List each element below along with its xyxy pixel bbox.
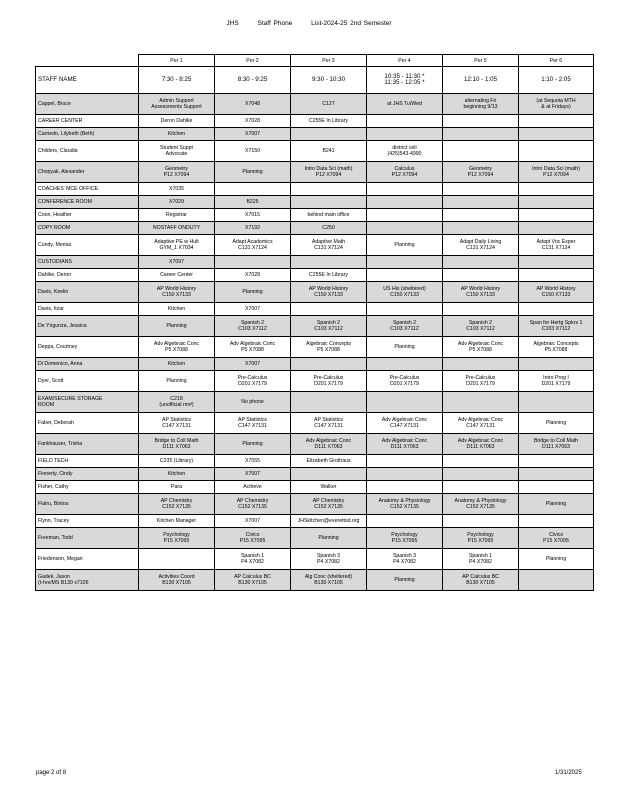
- staff-name: FIELD TECH: [36, 455, 139, 468]
- staff-name: Di Domenico, Anna: [36, 358, 139, 371]
- schedule-cell: [367, 468, 443, 481]
- staff-name: Fankhauser, Trisha: [36, 434, 139, 455]
- schedule-cell: NOSTAFF ONDUTY: [139, 222, 215, 235]
- schedule-cell: C255E In Library: [291, 269, 367, 282]
- schedule-cell: AP Statistics C147 X7131: [291, 413, 367, 434]
- schedule-cell: Planning: [519, 494, 594, 515]
- schedule-cell: [367, 183, 443, 196]
- period-time: 9:30 - 10:30: [291, 67, 367, 94]
- schedule-cell: AP World History C150 X7133: [139, 282, 215, 303]
- schedule-cell: [443, 392, 519, 413]
- schedule-cell: Span for Hertg Spkrs 1 C103 X7112: [519, 316, 594, 337]
- schedule-cell: [519, 196, 594, 209]
- schedule-cell: Spanish 1 P4 X7082: [443, 549, 519, 570]
- schedule-cell: Planning: [519, 549, 594, 570]
- schedule-cell: AP Calculus BC B130 X7105: [215, 570, 291, 591]
- schedule-cell: [139, 549, 215, 570]
- schedule-cell: [443, 515, 519, 528]
- schedule-cell: (at Sequoia MTH & at Fridays): [519, 94, 594, 115]
- staff-row: [36, 455, 594, 468]
- staff-name: Dyer, Scott: [36, 371, 139, 392]
- schedule-cell: alternating Fri beginning 9/13: [443, 94, 519, 115]
- schedule-cell: X7007: [215, 515, 291, 528]
- schedule-cell: [443, 222, 519, 235]
- document-title: [0, 20, 618, 27]
- schedule-cell: [443, 256, 519, 269]
- staff-row: [36, 128, 594, 141]
- schedule-cell: Pre-Calculus D201 X7179: [215, 371, 291, 392]
- schedule-cell: Spanish 3 P4 X7082: [367, 549, 443, 570]
- schedule-cell: Kitchen: [139, 358, 215, 371]
- schedule-cell: B241: [291, 141, 367, 162]
- schedule-cell: [443, 468, 519, 481]
- staff-row: [36, 183, 594, 196]
- schedule-cell: [443, 303, 519, 316]
- period-time: 7:30 - 8:25: [139, 67, 215, 94]
- schedule-cell: Adapt Voc Exper C131 X7124: [519, 235, 594, 256]
- schedule-cell: Adv Algebraic Conc D111 X7063: [291, 434, 367, 455]
- period-header: Per 1: [139, 55, 215, 67]
- schedule-cell: [519, 481, 594, 494]
- schedule-cell: Pre-Calculus D201 X7179: [367, 371, 443, 392]
- staff-name: Finnerty, Cindy: [36, 468, 139, 481]
- staff-name: Flalru, Bintou: [36, 494, 139, 515]
- staff-name: Dahlke, Deron: [36, 269, 139, 282]
- page-number: page 2 of 8: [36, 770, 67, 776]
- staff-name: COPY ROOM: [36, 222, 139, 235]
- schedule-cell: [519, 269, 594, 282]
- schedule-cell: [443, 183, 519, 196]
- schedule-cell: Anatomy & Physiology C152 X7135: [367, 494, 443, 515]
- schedule-cell: Intro Data Sci (math) P12 X7094: [519, 162, 594, 183]
- schedule-cell: [291, 358, 367, 371]
- schedule-cell: Admin Support Assessments Support: [139, 94, 215, 115]
- schedule-cell: [443, 115, 519, 128]
- schedule-cell: Planning: [519, 413, 594, 434]
- schedule-cell: AP Statistics C147 X7131: [215, 413, 291, 434]
- schedule-cell: X7007: [215, 468, 291, 481]
- staff-name-header: STAFF NAME: [36, 67, 139, 94]
- staff-row: [36, 282, 594, 303]
- schedule-cell: Psychology P15 X7095: [367, 528, 443, 549]
- schedule-cell: X7029: [139, 196, 215, 209]
- schedule-cell: Achieve: [215, 481, 291, 494]
- schedule-cell: [519, 115, 594, 128]
- schedule-cell: [443, 269, 519, 282]
- staff-row: [36, 494, 594, 515]
- schedule-cell: C127: [291, 94, 367, 115]
- schedule-cell: Bridge to Coll Math D111 X7063: [139, 434, 215, 455]
- schedule-cell: AP Statistics C147 X7131: [139, 413, 215, 434]
- staff-row: [36, 570, 594, 591]
- staff-row: [36, 94, 594, 115]
- schedule-cell: X7035: [139, 183, 215, 196]
- schedule-cell: Adv Algebraic Conc P5 X7088: [215, 337, 291, 358]
- schedule-cell: Bridge to Coll Math D111 X7063: [519, 434, 594, 455]
- staff-row: [36, 235, 594, 256]
- schedule-cell: AP World History C150 X7133: [443, 282, 519, 303]
- schedule-cell: Intro Prog I D201 X7179: [519, 371, 594, 392]
- schedule-cell: [519, 570, 594, 591]
- schedule-cell: Walker: [291, 481, 367, 494]
- period-time: 12:10 - 1:05: [443, 67, 519, 94]
- schedule-cell: [367, 269, 443, 282]
- schedule-cell: No phone: [215, 392, 291, 413]
- schedule-cell: Anatomy & Physiology C152 X7135: [443, 494, 519, 515]
- staff-row: [36, 269, 594, 282]
- staff-name: De Yrigunza, Jessica: [36, 316, 139, 337]
- staff-row: [36, 196, 594, 209]
- schedule-cell: [443, 196, 519, 209]
- schedule-cell: Calculus P12 X7094: [367, 162, 443, 183]
- schedule-cell: [367, 303, 443, 316]
- schedule-cell: [367, 256, 443, 269]
- staff-name: Davis, Keelin: [36, 282, 139, 303]
- schedule-cell: [367, 358, 443, 371]
- schedule-cell: [291, 183, 367, 196]
- schedule-cell: AP Calculus BC B130 X7105: [443, 570, 519, 591]
- period-header: Per 5: [443, 55, 519, 67]
- staff-name: Cappel, Bruce: [36, 94, 139, 115]
- schedule-cell: AP Chemistry C152 X7135: [139, 494, 215, 515]
- period-header: Per 3: [291, 55, 367, 67]
- schedule-cell: AP Chemistry C152 X7135: [291, 494, 367, 515]
- staff-row: [36, 256, 594, 269]
- schedule-cell: [519, 256, 594, 269]
- schedule-cell: Adv Algebraic Conc C147 X7131: [367, 413, 443, 434]
- schedule-cell: X7007: [215, 128, 291, 141]
- staff-name: CUSTODIANS: [36, 256, 139, 269]
- staff-name: Chopyak, Alexander: [36, 162, 139, 183]
- schedule-cell: C235 (Library): [139, 455, 215, 468]
- schedule-cell: X7007: [215, 303, 291, 316]
- schedule-cell: Para: [139, 481, 215, 494]
- schedule-cell: Alg Conc (sheltered) B130 X7105: [291, 570, 367, 591]
- staff-name: COACHES' MCE OFFICE: [36, 183, 139, 196]
- schedule-cell: Adapt Daily Living C131 X7124: [443, 235, 519, 256]
- staff-name: Coon, Heather: [36, 209, 139, 222]
- schedule-cell: Civics P15 X7095: [519, 528, 594, 549]
- staff-name: Freeman, Todd: [36, 528, 139, 549]
- schedule-cell: Spanish 2 C103 X7112: [291, 316, 367, 337]
- schedule-cell: [367, 455, 443, 468]
- schedule-cell: Adv Algebraic Conc D111 X7063: [367, 434, 443, 455]
- schedule-cell: Geometry P12 X7094: [139, 162, 215, 183]
- title-list: List-2024-25 2nd Semester: [311, 20, 392, 27]
- schedule-cell: Adapt Academics C131 X7124: [215, 235, 291, 256]
- schedule-cell: at JHS Tu/Wed: [367, 94, 443, 115]
- staff-row: [36, 371, 594, 392]
- period-header: Per 4: [367, 55, 443, 67]
- staff-name: CONFERENCE ROOM: [36, 196, 139, 209]
- staff-name: Faber, Deborah: [36, 413, 139, 434]
- schedule-cell: X7028: [215, 115, 291, 128]
- schedule-cell: [519, 128, 594, 141]
- schedule-cell: Planning: [291, 528, 367, 549]
- schedule-cell: [367, 209, 443, 222]
- schedule-cell: Elizabeth Grothaus: [291, 455, 367, 468]
- schedule-cell: Student Suppt Advocate: [139, 141, 215, 162]
- schedule-cell: Planning: [367, 337, 443, 358]
- staff-name: Gadek, Jason (t-hrs/MS B130 x7105: [36, 570, 139, 591]
- schedule-cell: Career Center: [139, 269, 215, 282]
- schedule-cell: B225: [215, 196, 291, 209]
- schedule-cell: Adv Algebraic Conc D111 X7063: [443, 434, 519, 455]
- schedule-cell: [519, 141, 594, 162]
- schedule-cell: X7015: [215, 209, 291, 222]
- schedule-cell: [443, 481, 519, 494]
- staff-schedule-table: [35, 54, 594, 591]
- schedule-cell: Spanish 2 C103 X7112: [367, 316, 443, 337]
- schedule-cell: Pre-Calculus D201 X7179: [443, 371, 519, 392]
- staff-row: [36, 162, 594, 183]
- schedule-cell: [519, 303, 594, 316]
- schedule-cell: C250: [291, 222, 367, 235]
- staff-row: [36, 209, 594, 222]
- schedule-cell: Algebraic Concepts P5 X7088: [291, 337, 367, 358]
- schedule-cell: AP World History C150 X7133: [519, 282, 594, 303]
- schedule-cell: [443, 141, 519, 162]
- staff-name: Childers, Claudia: [36, 141, 139, 162]
- title-doc: Staff Phone: [257, 20, 293, 27]
- schedule-cell: Civics P15 X7095: [215, 528, 291, 549]
- schedule-cell: Adaptive PE w Hult GYM_1 X7034: [139, 235, 215, 256]
- schedule-cell: [215, 183, 291, 196]
- schedule-cell: [367, 115, 443, 128]
- period-time: 10:35 - 11:30 * 11:35 - 12:05 *: [367, 67, 443, 94]
- schedule-cell: [519, 515, 594, 528]
- staff-name: Davis, Itzar: [36, 303, 139, 316]
- schedule-cell: Geometry P12 X7094: [443, 162, 519, 183]
- schedule-cell: Spanish 2 C103 X7112: [215, 316, 291, 337]
- schedule-cell: Planning: [367, 235, 443, 256]
- staff-row: [36, 115, 594, 128]
- schedule-cell: [443, 128, 519, 141]
- schedule-cell: Kitchen: [139, 468, 215, 481]
- schedule-cell: [443, 455, 519, 468]
- schedule-cell: Registrar: [139, 209, 215, 222]
- staff-name: EXAM/SECURE STORAGE ROOM: [36, 392, 139, 413]
- period-time: 8:30 - 9:25: [215, 67, 291, 94]
- schedule-cell: [443, 209, 519, 222]
- schedule-cell: Psychology P15 X7095: [139, 528, 215, 549]
- schedule-cell: [367, 392, 443, 413]
- schedule-cell: Planning: [139, 371, 215, 392]
- schedule-cell: AP World History C150 X7133: [291, 282, 367, 303]
- schedule-cell: [291, 128, 367, 141]
- schedule-cell: Intro Data Sci (math) P12 X7094: [291, 162, 367, 183]
- print-date: 1/31/2025: [555, 770, 582, 776]
- schedule-cell: Planning: [215, 282, 291, 303]
- schedule-cell: Spanish 1 P4 X7082: [215, 549, 291, 570]
- schedule-cell: [291, 303, 367, 316]
- schedule-cell: [291, 256, 367, 269]
- period-header: Per 6: [519, 55, 594, 67]
- schedule-cell: Pre-Calculus D201 X7179: [291, 371, 367, 392]
- staff-row: [36, 528, 594, 549]
- schedule-cell: X7028: [215, 269, 291, 282]
- schedule-cell: [443, 358, 519, 371]
- schedule-cell: Adv Algebraic Conc C147 X7131: [443, 413, 519, 434]
- schedule-cell: [367, 128, 443, 141]
- schedule-cell: Psychology P15 X7095: [443, 528, 519, 549]
- schedule-cell: [519, 358, 594, 371]
- schedule-cell: [291, 392, 367, 413]
- staff-row: [36, 303, 594, 316]
- schedule-cell: Planning: [367, 570, 443, 591]
- schedule-cell: C218 (unofficial rm#): [139, 392, 215, 413]
- schedule-cell: Planning: [215, 434, 291, 455]
- schedule-cell: [519, 455, 594, 468]
- staff-row: [36, 141, 594, 162]
- period-time: 1:10 - 2:05: [519, 67, 594, 94]
- schedule-cell: [367, 515, 443, 528]
- schedule-cell: [367, 196, 443, 209]
- schedule-cell: district cell (425)543-4990: [367, 141, 443, 162]
- schedule-cell: [519, 183, 594, 196]
- schedule-cell: [519, 222, 594, 235]
- schedule-cell: X7055: [215, 455, 291, 468]
- schedule-cell: X7048: [215, 94, 291, 115]
- schedule-cell: Deron Dahlke: [139, 115, 215, 128]
- schedule-cell: C255E In Library: [291, 115, 367, 128]
- schedule-cell: Activities Coord B130 X7105: [139, 570, 215, 591]
- staff-row: [36, 468, 594, 481]
- schedule-cell: AP Chemistry C152 X7135: [215, 494, 291, 515]
- schedule-cell: Adv Algebraic Conc P5 X7088: [443, 337, 519, 358]
- staff-name: Flynn, Tracey: [36, 515, 139, 528]
- staff-name: Friedenson, Megan: [36, 549, 139, 570]
- schedule-cell: [519, 392, 594, 413]
- schedule-cell: Kitchen: [139, 128, 215, 141]
- schedule-cell: X7150: [215, 141, 291, 162]
- schedule-cell: [291, 468, 367, 481]
- staff-row: [36, 434, 594, 455]
- schedule-cell: Adv Algebraic Conc P5 X7088: [139, 337, 215, 358]
- schedule-cell: [215, 256, 291, 269]
- title-school: JHS: [226, 20, 239, 27]
- schedule-cell: Kitchen: [139, 303, 215, 316]
- staff-row: [36, 358, 594, 371]
- staff-row: [36, 316, 594, 337]
- schedule-cell: JHSkitchen@everettsd.org: [291, 515, 367, 528]
- staff-name: CAREER CENTER: [36, 115, 139, 128]
- schedule-cell: Adaptive Math C131 X7124: [291, 235, 367, 256]
- schedule-cell: X7192: [215, 222, 291, 235]
- schedule-cell: X7097: [139, 256, 215, 269]
- schedule-cell: behind main office: [291, 209, 367, 222]
- schedule-cell: Spanish 2 C103 X7112: [443, 316, 519, 337]
- period-header: Per 2: [215, 55, 291, 67]
- schedule-cell: [519, 468, 594, 481]
- staff-row: [36, 515, 594, 528]
- staff-row: [36, 481, 594, 494]
- staff-row: [36, 549, 594, 570]
- staff-row: [36, 222, 594, 235]
- schedule-cell: US His (sheltered) C150 X7133: [367, 282, 443, 303]
- staff-row: [36, 337, 594, 358]
- schedule-cell: Planning: [215, 162, 291, 183]
- schedule-cell: Kitchen Manager: [139, 515, 215, 528]
- schedule-cell: [291, 196, 367, 209]
- staff-name: Deppa, Courtney: [36, 337, 139, 358]
- staff-name: Cundy, Merisa: [36, 235, 139, 256]
- times-row: [36, 67, 594, 94]
- schedule-cell: X7007: [215, 358, 291, 371]
- schedule-cell: [367, 222, 443, 235]
- corner-cell: [36, 55, 139, 67]
- schedule-cell: [367, 481, 443, 494]
- schedule-cell: Planning: [139, 316, 215, 337]
- staff-name: Carriedo, Lilybeth (Beth): [36, 128, 139, 141]
- staff-name: Fisher, Cathy: [36, 481, 139, 494]
- staff-row: [36, 392, 594, 413]
- schedule-cell: [519, 209, 594, 222]
- staff-row: [36, 413, 594, 434]
- schedule-cell: Spanish 3 P4 X7082: [291, 549, 367, 570]
- schedule-cell: Algebraic Concepts P5 X7088: [519, 337, 594, 358]
